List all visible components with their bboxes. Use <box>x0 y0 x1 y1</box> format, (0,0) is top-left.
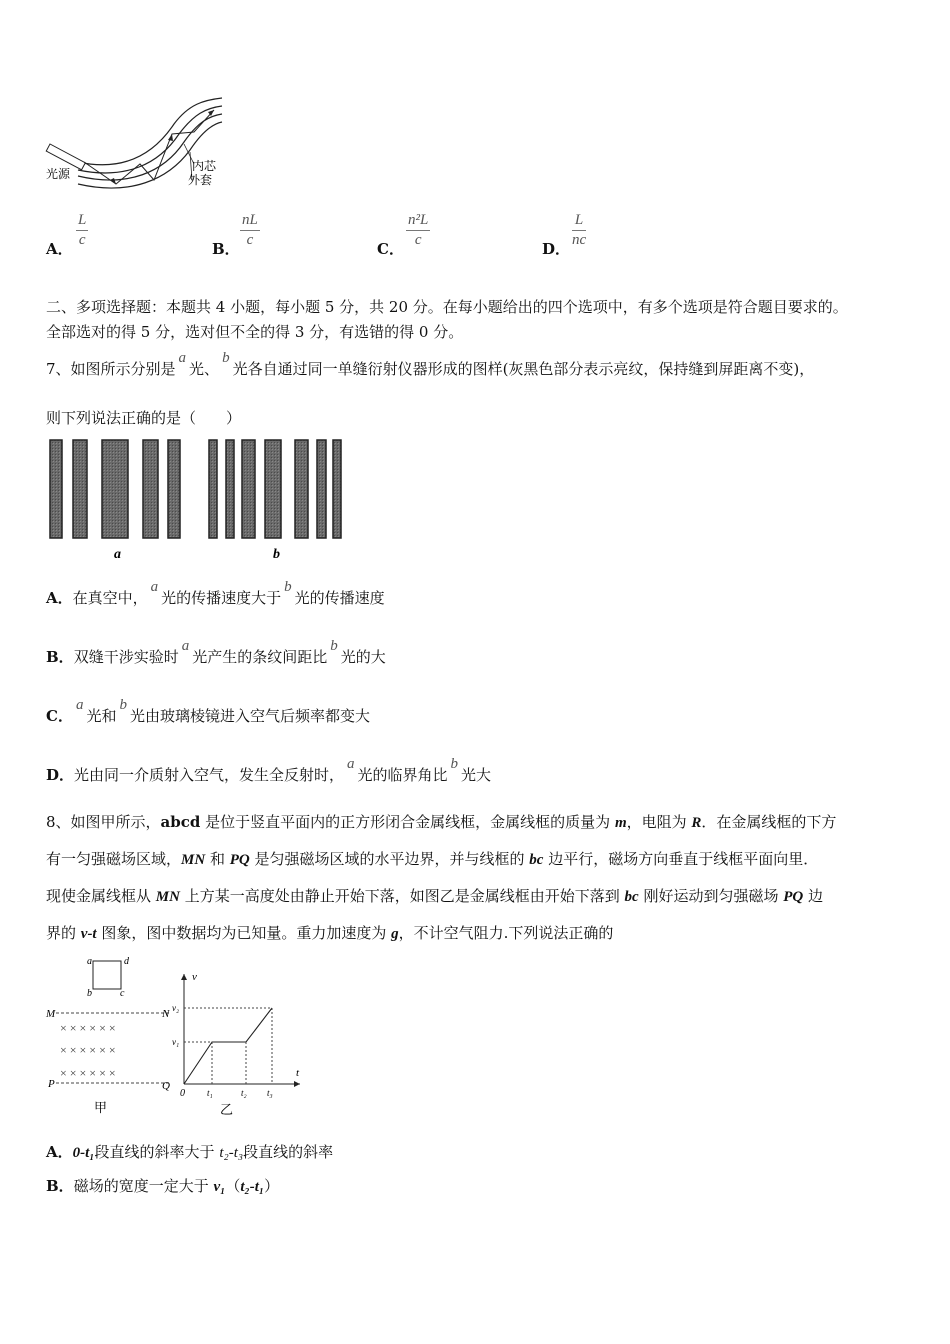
q7-option-b-var2: b <box>330 638 338 654</box>
q7-stem-line1 <box>46 350 815 379</box>
q8-figure <box>44 952 314 1122</box>
fig-label-P: P <box>48 1078 55 1090</box>
q8-l2-f: bc <box>529 852 544 868</box>
q8-l2-a: 有一匀强磁场区域， <box>46 850 182 868</box>
q8-option-b-text2: v₁ <box>213 1179 226 1195</box>
q6-option-a-fraction <box>76 212 88 249</box>
q8-l2-e: 是匀强磁场区域的水平边界，并与线框的 <box>249 850 530 868</box>
fig-label-v2: v₂ <box>172 1003 180 1013</box>
q8-option-b-label: B． <box>46 1177 74 1195</box>
section2-instructions-line2: 全部选对的得 5 分，选对但不全的得 3 分，有选错的得 0 分。 <box>46 323 464 341</box>
fig-label-N: N <box>162 1008 170 1020</box>
q8-option-a-text4: 段直线的斜率 <box>243 1143 334 1161</box>
cladding-label: 外套 <box>188 173 213 187</box>
q7-text-1: 7、如图所示分别是 <box>46 360 176 378</box>
fig-label-t1: t₁ <box>207 1088 213 1098</box>
q6-d-numerator: L <box>572 212 586 231</box>
q7-option-a-text2: 光的传播速度大于 <box>161 589 282 607</box>
q7-option-d[interactable] <box>46 756 492 785</box>
q7-option-c-text1: 光和 <box>86 707 117 725</box>
q8-stem-line4 <box>46 922 613 943</box>
q7-option-d-text3: 光大 <box>461 766 492 784</box>
q8-l1-e: ，电阻为 <box>626 813 692 831</box>
q8-l1-c: 是位于竖直平面内的正方形闭合金属线框，金属线框的质量为 <box>200 813 615 831</box>
q8-option-b[interactable] <box>46 1175 279 1196</box>
q7-option-c-text2: 光由玻璃棱镜进入空气后频率都变大 <box>129 707 370 725</box>
q6-option-c-fraction <box>406 212 430 249</box>
svg-text:× × × × × ×: × × × × × × <box>60 1043 116 1057</box>
q8-l3-d: bc <box>624 889 639 905</box>
q8-l4-c: 图象，图中数据均为已知量。重力加速度为 <box>96 924 392 942</box>
fig-label-d: d <box>124 956 129 967</box>
q7-option-b-label: B． <box>46 648 74 666</box>
q6-option-c-label[interactable]: C． <box>377 240 404 258</box>
fig-label-t: t <box>296 1067 300 1079</box>
q8-l3-c: 上方某一高度处由静止开始下落，如图乙是金属线框由开始下落到 <box>179 887 625 905</box>
q6-c-denominator: c <box>414 232 422 248</box>
q8-l4-b: v-t <box>80 926 97 942</box>
q7-text-2: 光、 <box>189 360 220 378</box>
q7-option-b-text1: 双缝干涉实验时 <box>73 648 179 666</box>
fig-label-v1: v₁ <box>172 1037 180 1047</box>
q8-l2-g: 边平行，磁场方向垂直于线框平面向里． <box>543 850 819 868</box>
q8-l1-a: 8、如图甲所示， <box>46 813 161 831</box>
q8-option-a-text2: 段直线的斜率大于 <box>94 1143 220 1161</box>
q7-option-d-var2: b <box>450 756 459 772</box>
core-label: 内芯 <box>192 159 217 173</box>
q7-option-c-var1: a <box>75 697 84 713</box>
q8-l1-g: ．在金属线框的下方 <box>701 813 837 831</box>
light-source-label: 光源 <box>46 167 71 181</box>
q6-option-b-fraction <box>240 212 260 249</box>
q8-option-b-text3: （ <box>225 1177 241 1195</box>
q6-option-d-label[interactable]: D． <box>542 240 571 258</box>
q8-l1-f: R <box>691 815 702 831</box>
q7-option-d-text1: 光由同一介质射入空气，发生全反射时， <box>74 766 345 784</box>
magnetic-field-crosses <box>60 1021 116 1080</box>
fig-label-Q: Q <box>162 1080 170 1092</box>
q6-a-denominator: c <box>78 232 86 248</box>
q8-stem-line1 <box>46 811 836 832</box>
fig-label-v: v <box>192 971 197 983</box>
q6-option-d-fraction <box>572 212 586 249</box>
q7-option-c-label: C． <box>46 707 73 725</box>
q7-option-a-var1: a <box>150 579 159 595</box>
q6-option-b-label[interactable]: B． <box>212 240 240 258</box>
q7-option-c-var2: b <box>119 697 127 713</box>
q8-stem-line2 <box>46 848 818 869</box>
q8-l3-e: 刚好运动到匀强磁场 <box>638 887 784 905</box>
q7-option-b-var1: a <box>181 638 190 654</box>
q7-option-a-text3: 光的传播速度 <box>294 589 385 607</box>
q7-option-d-var1: a <box>347 756 355 772</box>
q8-l3-b: MN <box>155 889 180 905</box>
q8-l3-a: 现使金属线框从 <box>46 887 156 905</box>
section2-instructions-line1: 二、多项选择题：本题共 4 小题，每小题 5 分，共 20 分。在每小题给出的四个选项中，有多个选项是符合题目要求的。 <box>46 298 848 316</box>
q8-option-a[interactable] <box>46 1141 333 1162</box>
pattern-b <box>209 440 341 538</box>
fig-label-b: b <box>87 988 92 999</box>
q7-option-b[interactable] <box>46 638 386 667</box>
q7-var-b: b <box>222 350 230 366</box>
pattern-b-label: b <box>273 547 280 562</box>
q7-option-a-label: A． <box>46 589 73 607</box>
q8-l3-f: PQ <box>783 889 804 905</box>
q6-option-a-label[interactable]: A． <box>46 240 73 258</box>
q6-b-numerator: nL <box>240 212 260 231</box>
q7-option-b-text2: 光产生的条纹间距比 <box>192 648 328 666</box>
q7-var-a: a <box>178 350 187 366</box>
q7-option-a-var2: b <box>284 579 292 595</box>
q8-l2-b: MN <box>181 852 206 868</box>
pattern-a <box>50 440 180 538</box>
fig-label-origin: 0 <box>180 1088 185 1099</box>
q8-option-b-text4: t₂-t₁ <box>240 1179 265 1195</box>
q7-option-d-text2: 光的临界角比 <box>357 766 448 784</box>
optical-fiber-figure <box>44 94 234 194</box>
fig-label-t2: t₂ <box>241 1088 247 1098</box>
q8-l3-g: 边 <box>803 887 823 905</box>
svg-text:× × × × × ×: × × × × × × <box>60 1021 116 1035</box>
q7-stem-line2: 则下列说法正确的是（ ） <box>46 409 242 427</box>
pattern-a-label: a <box>114 547 121 562</box>
q7-option-c[interactable] <box>46 697 370 726</box>
q6-c-numerator: n²L <box>406 212 430 231</box>
q7-option-a-text1: 在真空中， <box>72 589 148 607</box>
q7-option-d-label: D． <box>46 766 75 784</box>
fig-label-c: c <box>120 988 125 999</box>
fig-label-M: M <box>46 1008 56 1020</box>
q8-l4-d: g <box>391 926 399 942</box>
fig-jia-caption: 甲 <box>94 1100 108 1115</box>
q6-a-numerator: L <box>76 212 88 231</box>
q7-text-3: 光各自通过同一单缝衍射仪器形成的图样(灰黑色部分表示亮纹，保持缝到屏距离不变)， <box>232 360 815 378</box>
q7-option-b-text3: 光的大 <box>340 648 386 666</box>
q8-stem-line3 <box>46 885 823 906</box>
q8-l2-c: 和 <box>205 850 230 868</box>
fig-label-a: a <box>87 956 92 967</box>
fig-label-t3: t₃ <box>267 1088 273 1098</box>
q8-option-b-text1: 磁场的宽度一定大于 <box>73 1177 214 1195</box>
q8-l4-e: ，不计空气阻力.下列说法正确的 <box>398 924 614 942</box>
q6-b-denominator: c <box>246 232 254 248</box>
diffraction-pattern-figure <box>44 434 354 566</box>
svg-text:× × × × × ×: × × × × × × <box>60 1066 116 1080</box>
q8-l1-d: m <box>614 815 627 831</box>
q8-l4-a: 界的 <box>46 924 81 942</box>
fig-yi-caption: 乙 <box>220 1102 234 1117</box>
q7-option-a[interactable] <box>46 579 385 608</box>
q8-option-a-text1: 0-t₁ <box>72 1145 95 1161</box>
q8-option-b-text5: ） <box>264 1177 280 1195</box>
q8-l2-d: PQ <box>229 852 250 868</box>
q8-option-a-text3: t₂-t₃ <box>219 1145 244 1161</box>
q8-l1-b: abcd <box>160 813 201 831</box>
q8-option-a-label: A． <box>46 1143 73 1161</box>
q6-d-denominator: nc <box>572 232 587 248</box>
